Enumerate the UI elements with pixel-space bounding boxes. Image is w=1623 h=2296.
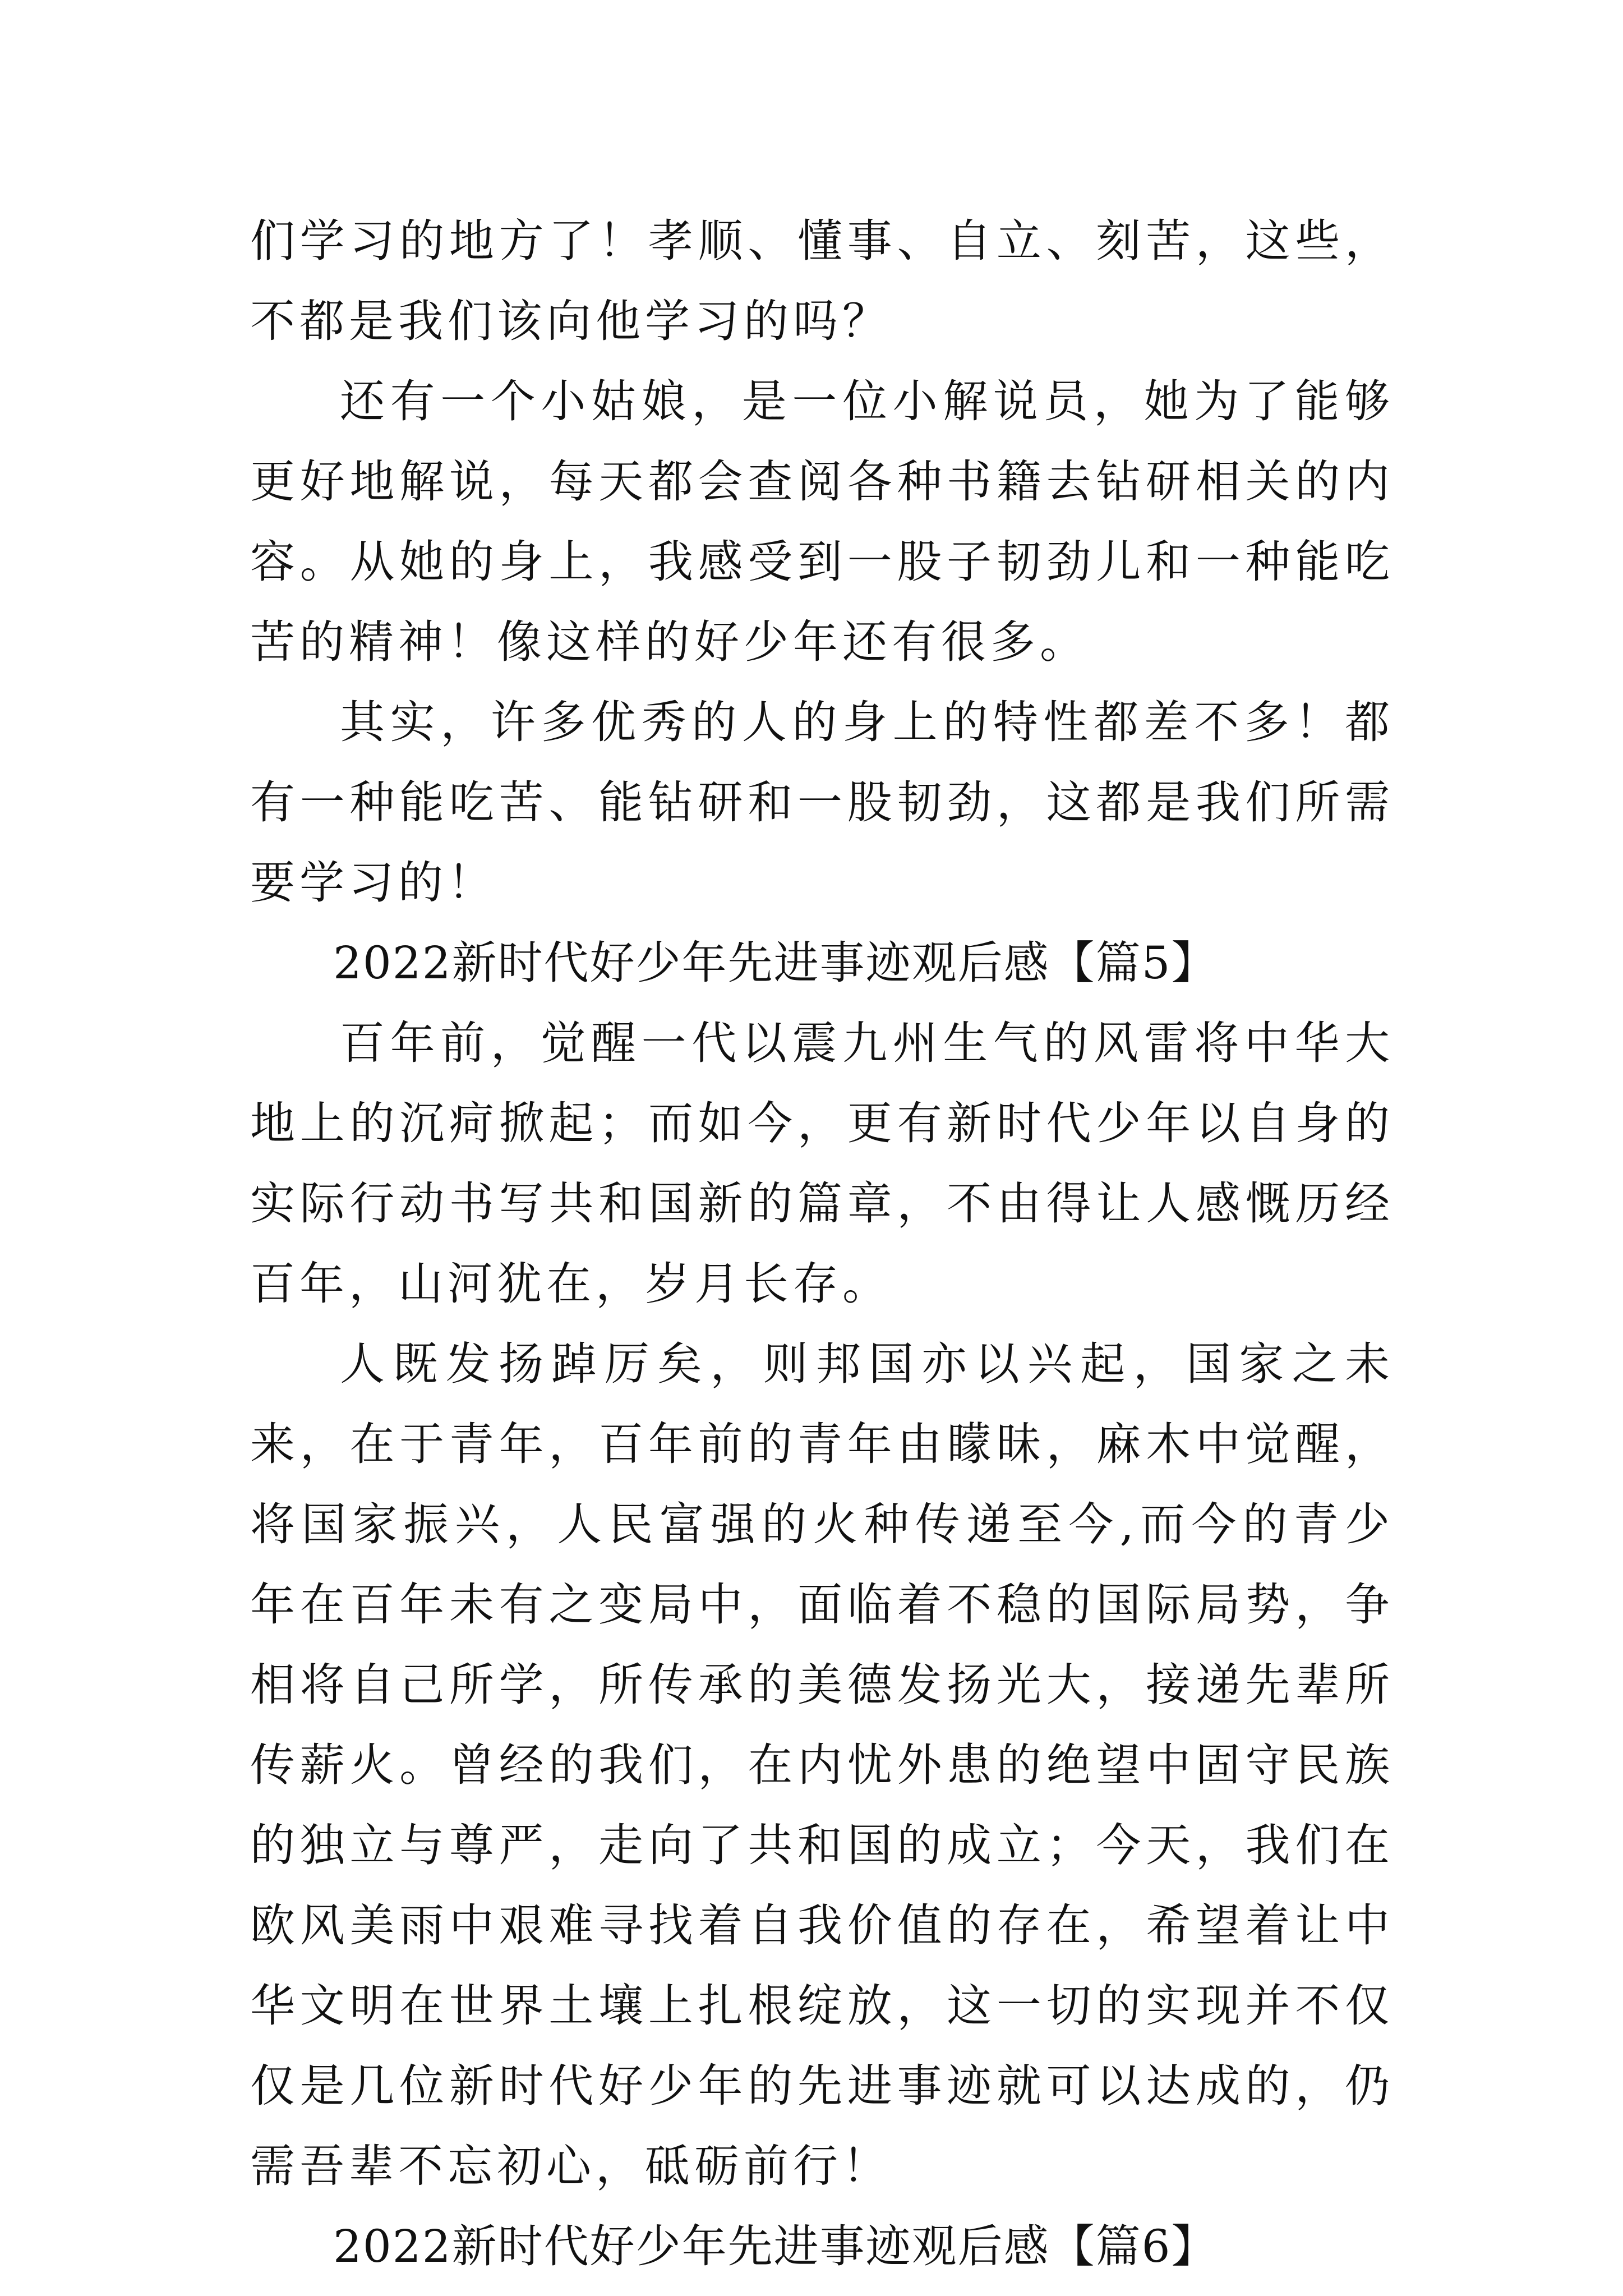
article-body: [250, 201, 1394, 2286]
paragraph-history: 百年前，觉醒一代以震九州生气的风雷将中华大地上的沉疴掀起；而如今，更有新时代少年以自身的实际行动书写共和国新的篇章，不由得让人感慨历经百年，山河犹在，岁月长存。: [250, 1017, 1394, 1310]
paragraph-continuation: 们学习的地方了！孝顺、懂事、自立、刻苦，这些，不都是我们该向他学习的吗？: [250, 215, 1394, 347]
paragraph-youth: 人既发扬踔厉矣，则邦国亦以兴起，国家之未来，在于青年，百年前的青年由矇昧，麻木中觉醒，将国家振兴，人民富强的火种传递至今,而今的青少年在百年未有之变局中，面临着不稳的国际局势，争相将自己所学，所传承的美德发扬光大，接递先辈所传薪火。曾经的我们，在内忧外患的绝望中固守民族的独立与尊严，走向了共和国的成立；今天，我们在欧风美雨中艰难寻找着自我价值的存在，希望着让中华文明在世界土壤上扎根绽放，这一切的实现并不仅仅是几位新时代好少年的先进事迹就可以达成的，仍需吾辈不忘初心，砥砺前行！: [250, 1338, 1394, 2192]
paragraph-summary: 其实，许多优秀的人的身上的特性都差不多！都有一种能吃苦、能钻研和一股韧劲，这都是我们所需要学习的！: [250, 696, 1394, 909]
paragraph-narrator: 还有一个小姑娘，是一位小解说员，她为了能够更好地解说，每天都会查阅各种书籍去钻研相关的内容。从她的身上，我感受到一股子韧劲儿和一种能吃苦的精神！像这样的好少年还有很多。: [250, 375, 1394, 668]
section-heading-6: 2022新时代好少年先进事迹观后感【篇6】: [333, 2220, 1218, 2272]
section-heading-5: 2022新时代好少年先进事迹观后感【篇5】: [333, 937, 1218, 989]
